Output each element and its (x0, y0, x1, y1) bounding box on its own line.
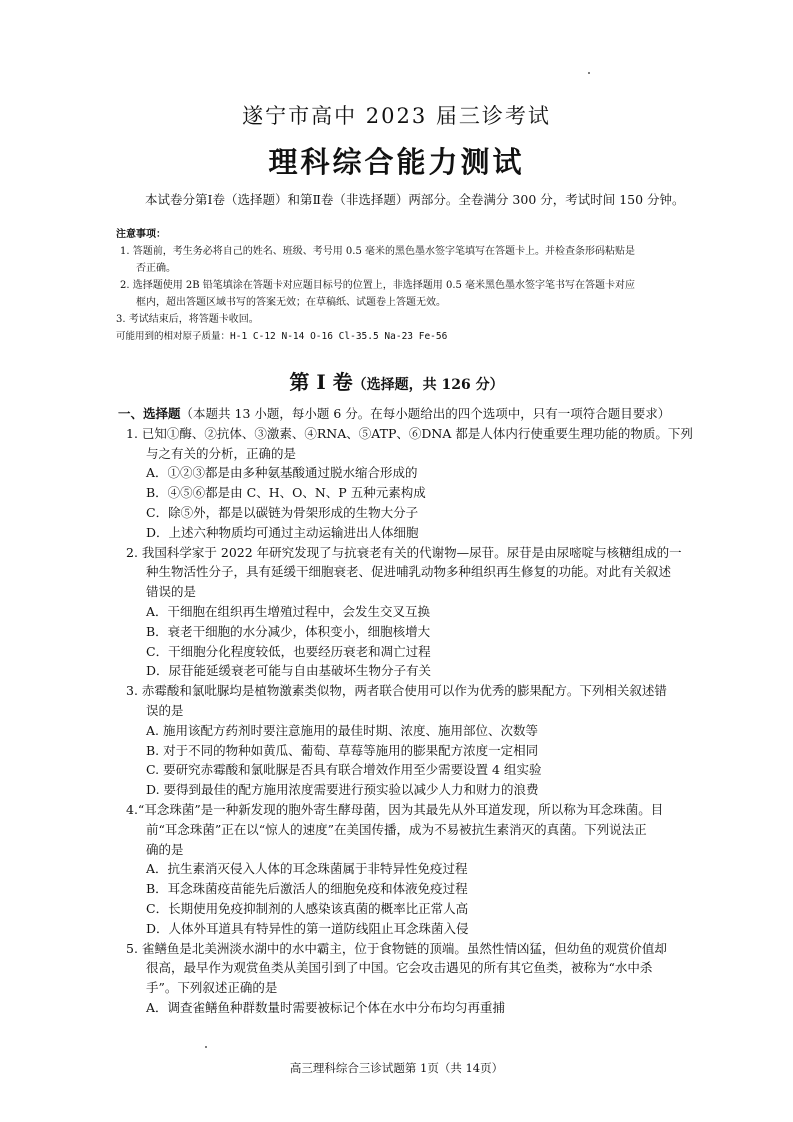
question-4-line-2: 前“耳念珠菌”正在以“惊人的速度”在美国传播，成为不易被抗生素消灭的真菌。下列说法正 (146, 821, 647, 837)
question-4-option-b: B．耳念珠菌疫苗能先后激活人的细胞免疫和体液免疫过程 (146, 881, 468, 897)
question-3-option-d: D. 要得到最佳的配方施用浓度需要进行预实验以减少人力和财力的浪费 (146, 782, 539, 798)
exam-subtitle: 理科综合能力测试 (268, 145, 525, 179)
question-4-option-a: A．抗生素消灭侵入人体的耳念珠菌属于非特异性免疫过程 (146, 861, 468, 877)
scan-speck (588, 72, 590, 74)
exam-intro: 本试卷分第Ⅰ卷（选择题）和第Ⅱ卷（非选择题）两部分。全卷满分 300 分，考试时间 150 分钟。 (145, 192, 685, 207)
question-1-option-a: A．①②③都是由多种氨基酸通过脱水缩合形成的 (146, 465, 418, 481)
question-3-option-c: C. 要研究赤霉酸和氯吡脲是否具有联合增效作用至少需要设置 4 组实验 (146, 762, 542, 778)
question-4-line-3: 确的是 (146, 841, 184, 857)
question-5-option-a: A．调查雀鳝鱼种群数量时需要被标记个体在水中分布均匀再重捕 (146, 999, 506, 1015)
notes-block (116, 226, 716, 345)
question-4-line-1: 4.“耳念珠菌”是一种新发现的胞外寄生酵母菌，因为其最先从外耳道发现，所以称为耳念珠菌。目 (126, 801, 664, 817)
section-title (0, 366, 793, 395)
section-label: 第 I 卷 (289, 370, 353, 394)
question-5-line-3: 手”。下列叙述正确的是 (146, 980, 278, 996)
question-2-option-b: B．衰老干细胞的水分减少，体积变小，细胞核增大 (146, 623, 431, 639)
section-note: （选择题，共 126 分） (352, 377, 504, 393)
question-3-line-1: 3. 赤霉酸和氯吡脲均是植物激素类似物，两者联合使用可以作为优秀的膨果配方。下列相关叙述错 (126, 683, 667, 699)
question-2-option-c: C．干细胞分化程度较低，也要经历衰老和凋亡过程 (146, 643, 431, 659)
part-label: 一、选择题 (118, 406, 181, 421)
part-desc: （本题共 13 小题，每小题 6 分。在每小题给出的四个选项中，只有一项符合题目要求） (180, 406, 671, 421)
question-3-option-a: A. 施用该配方药剂时要注意施用的最佳时期、浓度、施用部位、次数等 (146, 722, 538, 738)
page-footer: 高三理科综合三诊试题第 1页（共 14页） (289, 1061, 504, 1075)
exam-title: 遂宁市高中 2023 届三诊考试 (242, 104, 551, 128)
question-2-option-a: A．干细胞在组织再生增殖过程中，会发生交叉互换 (146, 603, 431, 619)
question-1-line-2: 与之有关的分析，正确的是 (146, 445, 297, 461)
note-2-line-2: 框内，超出答题区域书写的答案无效；在草稿纸、试题卷上答题无效。 (136, 297, 446, 308)
question-2-option-d: D．尿苷能延缓衰老可能与自由基破坏生物分子有关 (146, 663, 432, 679)
question-2-line-2: 种生物活性分子，具有延缓干细胞衰老、促进哺乳动物多种组织再生修复的功能。对此有关叙述 (146, 564, 672, 580)
question-4-option-c: C．长期使用免疫抑制剂的人感染该真菌的概率比正常人高 (146, 900, 469, 916)
question-1-option-b: B．④⑤⑥都是由 C、H、O、N、P 五种元素构成 (146, 485, 426, 501)
question-4-option-d: D．人体外耳道具有特异性的第一道防线阻止耳念珠菌入侵 (146, 920, 469, 936)
question-5-line-2: 很高，最早作为观赏鱼类从美国引到了中国。它会攻击遇见的所有其它鱼类，被称为“水中杀 (146, 960, 653, 976)
question-2-line-1: 2. 我国科学家于 2022 年研究发现了与抗衰老有关的代谢物—尿苷。尿苷是由尿嘧啶与核糖组成的一 (126, 544, 682, 560)
question-2-line-3: 错误的是 (146, 584, 197, 600)
note-1-line-1: 1. 答题前，考生务必将自己的姓名、班级、考号用 0.5 毫米的黑色墨水签字笔填写在答题卡上。并检查条形码粘贴是 (120, 246, 635, 257)
notes-heading: 注意事项： (116, 229, 166, 240)
question-3-option-b: B. 对于不同的物种如黄瓜、葡萄、草莓等施用的膨果配方浓度一定相同 (146, 742, 539, 758)
note-2-line-1: 2. 选择题使用 2B 铅笔填涂在答题卡对应题目标号的位置上，非选择题用 0.5 毫米黑色墨水签字笔书写在答题卡对应 (120, 280, 636, 291)
note-1-line-2: 否正确。 (136, 263, 176, 274)
atomic-masses: 可能用到的相对原子质量：H-1 C-12 N-14 O-16 Cl-35.5 Na-23 Fe-56 (116, 331, 448, 342)
note-3: 3. 考试结束后，将答题卡收回。 (116, 314, 259, 325)
scan-speck-2 (205, 1046, 207, 1048)
question-1-option-c: C．除⑤外，都是以碳链为骨架形成的生物大分子 (146, 504, 419, 520)
question-1-line-1: 1. 已知①酶、②抗体、③激素、④RNA、⑤ATP、⑥DNA 都是人体内行使重要生理功能的物质。下列 (126, 425, 693, 441)
question-5-line-1: 5. 雀鳝鱼是北美洲淡水湖中的水中霸主，位于食物链的顶端。虽然性情凶猛，但幼鱼的观赏价值却 (126, 940, 667, 956)
question-3-line-2: 误的是 (146, 702, 184, 718)
part-heading (118, 404, 698, 424)
questions (118, 404, 698, 1018)
question-1-option-d: D．上述六种物质均可通过主动运输进出人体细胞 (146, 524, 419, 540)
